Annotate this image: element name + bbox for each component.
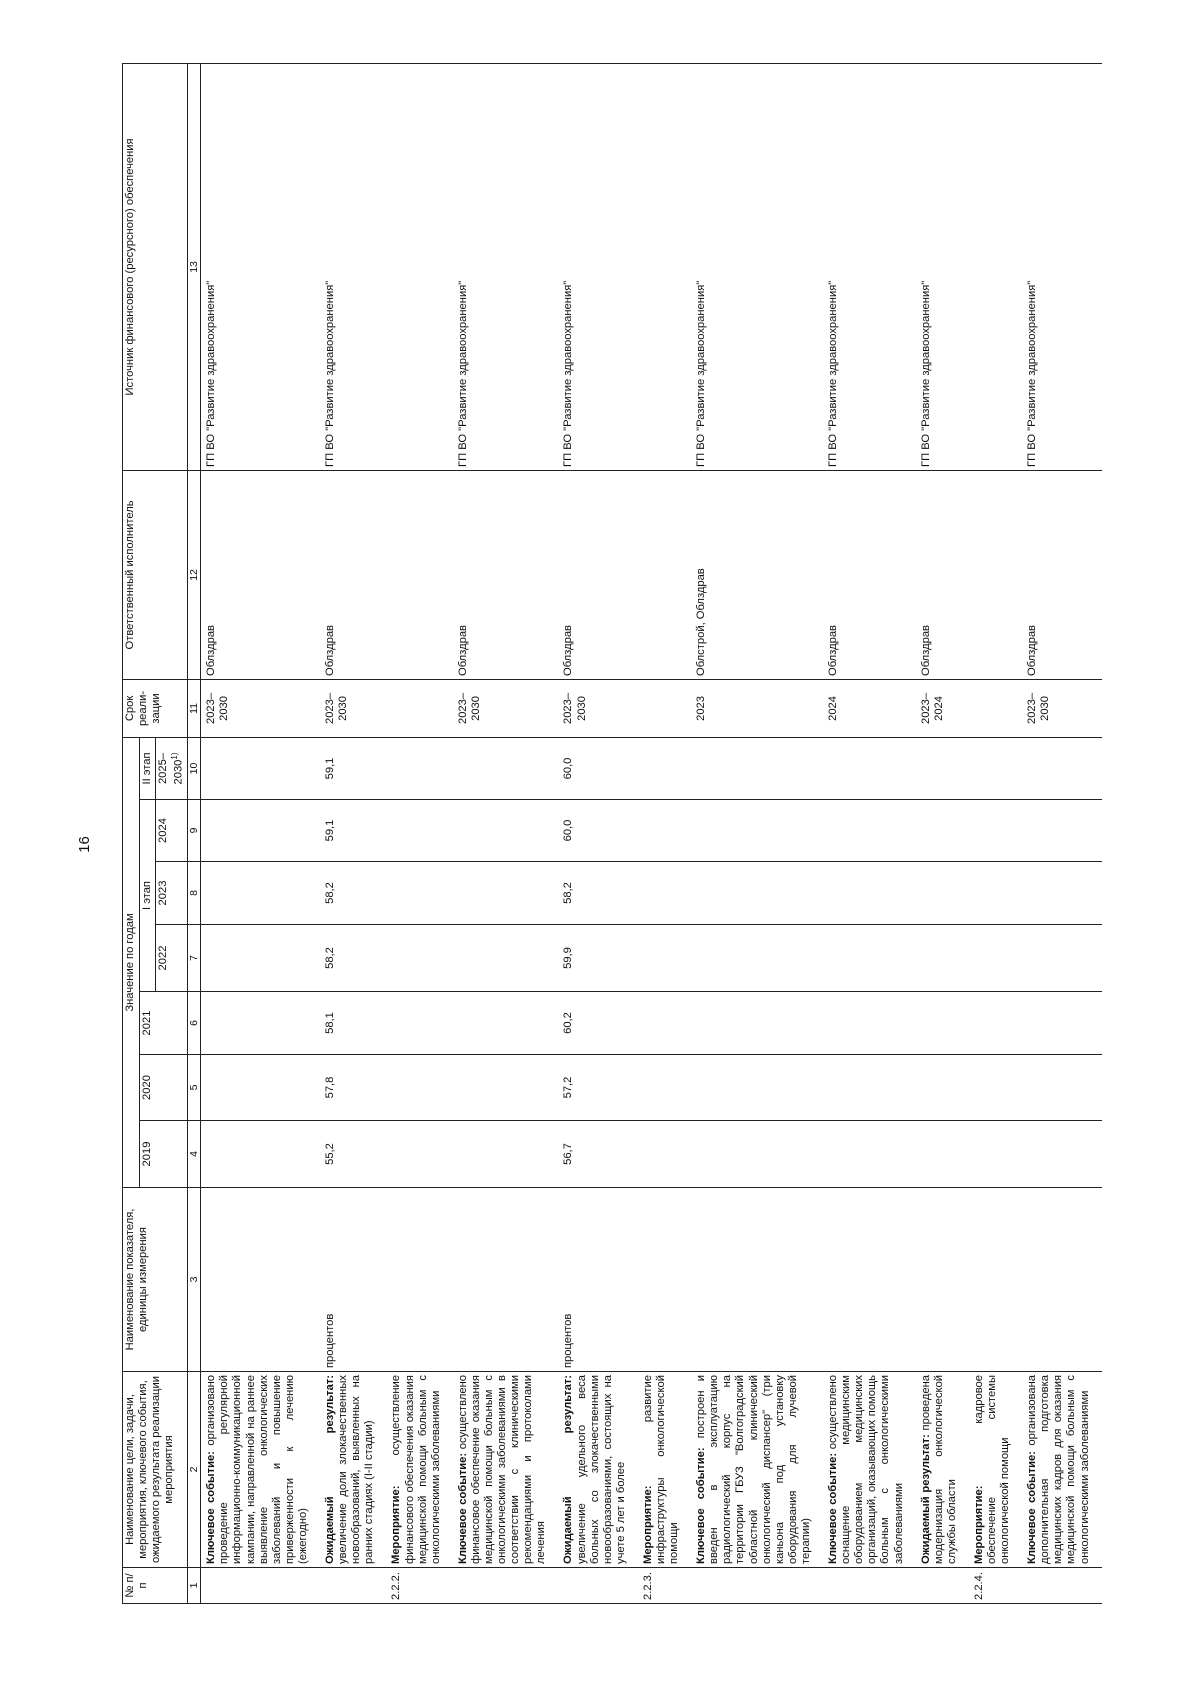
row-keyword: Ключевое событие: (695, 1447, 708, 1564)
funding-source: ГП ВО "Развитие здравоохранения" (320, 63, 386, 470)
value-2021 (691, 992, 823, 1055)
table-row (1022, 63, 1101, 1603)
row-text: увеличение доли злокачественных новообразований, выявленных на ранних стадиях (I-II стадии) (337, 1375, 376, 1564)
header-year-2019: 2019 (140, 1121, 188, 1188)
value-2020: 57,2 (558, 1055, 637, 1121)
implementation-period (638, 679, 691, 737)
value-2024 (823, 800, 916, 862)
responsible-executor (969, 470, 1022, 679)
header-period: Срок реали-зации (123, 679, 188, 737)
value-2020 (691, 1055, 823, 1121)
implementation-period (969, 679, 1022, 737)
funding-source (638, 63, 691, 470)
funding-source: ГП ВО "Развитие здравоохранения" (823, 63, 916, 470)
value-2024 (386, 800, 452, 862)
row-keyword: Ожидаемый результат: (324, 1375, 337, 1564)
responsible-executor: Облстрой, Облздрав (691, 470, 823, 679)
value-2020 (201, 1055, 320, 1121)
column-number: 12 (188, 470, 201, 679)
header-executor: Ответственный исполнитель (123, 470, 188, 679)
responsible-executor: Облздрав (823, 470, 916, 679)
value-2024: 60,0 (558, 800, 637, 862)
funding-source: ГП ВО "Развитие здравоохранения" (1022, 63, 1101, 470)
header-year-2023: 2023 (156, 862, 188, 925)
value-2020 (823, 1055, 916, 1121)
value-2023 (1022, 862, 1101, 925)
value-2020 (916, 1055, 969, 1121)
row-description (916, 1372, 969, 1568)
responsible-executor: Облздрав (453, 470, 559, 679)
row-description (201, 1372, 320, 1568)
header-num: № п/п (123, 1568, 188, 1604)
column-number: 7 (188, 925, 201, 992)
column-number: 2 (188, 1372, 201, 1568)
indicator-unit (1022, 1188, 1101, 1372)
value-2021 (201, 992, 320, 1055)
responsible-executor: Облздрав (558, 470, 637, 679)
header-year-2021: 2021 (140, 992, 188, 1055)
value-2021 (453, 992, 559, 1055)
row-keyword: Ключевое событие: (827, 1452, 840, 1564)
header-stage-1: I этап (140, 800, 156, 992)
row-description (558, 1372, 637, 1568)
plan-table (122, 63, 1102, 1604)
funding-source: ГП ВО "Развитие здравоохранения" (916, 63, 969, 470)
value-2023 (201, 862, 320, 925)
row-description (823, 1372, 916, 1568)
row-keyword: Ожидаемый результат: (562, 1375, 575, 1564)
indicator-unit: процентов (558, 1188, 637, 1372)
indicator-unit (823, 1188, 916, 1372)
indicator-unit (969, 1188, 1022, 1372)
value-2023 (969, 862, 1022, 925)
value-2019: 55,2 (320, 1121, 386, 1188)
table-row (386, 63, 452, 1603)
value-2023 (638, 862, 691, 925)
row-text: осуществлено финансовое обеспечение оказания медицинской помощи больным с онкологическими заболеваниями в соответствии с клиническими рекомендациями и протоколами лечения (456, 1375, 548, 1564)
row-keyword: Мероприятие: (972, 1485, 985, 1564)
table-row (969, 63, 1022, 1603)
table-row (916, 63, 969, 1603)
value-2023 (823, 862, 916, 925)
value-2019 (823, 1121, 916, 1188)
value-2025-2030: 59,1 (320, 737, 386, 799)
value-2022: 59,9 (558, 925, 637, 992)
value-2023 (691, 862, 823, 925)
responsible-executor: Облздрав (916, 470, 969, 679)
row-number: 2.2.4. (969, 1568, 1022, 1604)
indicator-unit (453, 1188, 559, 1372)
column-number: 5 (188, 1055, 201, 1121)
table-row (691, 63, 823, 1603)
funding-source (969, 63, 1022, 470)
row-number (453, 1568, 559, 1604)
header-year-2022: 2022 (156, 925, 188, 992)
value-2022 (1022, 925, 1101, 992)
value-2019 (386, 1121, 452, 1188)
row-text: осуществление финансового обеспечения оказания медицинской помощи больным с онкологическими заболеваниями (390, 1375, 442, 1564)
row-description (638, 1372, 691, 1568)
rotated-table-container (122, 64, 1136, 1604)
row-number (691, 1568, 823, 1604)
value-2025-2030 (201, 737, 320, 799)
value-2019 (691, 1121, 823, 1188)
row-text: построен и введен в эксплуатацию радиологический корпус на территории ГБУЗ "Волгоградский областной клинический онкологический диспансер" (три каньона под установку оборудования для лучевой терапии) (695, 1375, 812, 1564)
column-number: 10 (188, 737, 201, 799)
column-number: 9 (188, 800, 201, 862)
value-2020 (386, 1055, 452, 1121)
header-name: Наименование цели, задачи, мероприятия, ключевого события, ожидаемого результата реализации мероприятия (123, 1372, 188, 1568)
value-2025-2030: 60,0 (558, 737, 637, 799)
value-2025-2030 (823, 737, 916, 799)
implementation-period: 2023 (691, 679, 823, 737)
value-2024 (453, 800, 559, 862)
value-2025-2030 (916, 737, 969, 799)
row-number (558, 1568, 637, 1604)
row-text: осуществлено оснащение медицинским оборудованием медицинских организаций, оказывающих помощь больным с онкологическими заболеваниями (827, 1375, 905, 1564)
funding-source: ГП ВО "Развитие здравоохранения" (453, 63, 559, 470)
responsible-executor (386, 470, 452, 679)
value-2022 (916, 925, 969, 992)
row-text: увеличение удельного веса больных со злокачественными новообразованиями, состоящих на учете 5 лет и более (575, 1375, 627, 1564)
value-2024: 59,1 (320, 800, 386, 862)
page-number: 16 (75, 836, 93, 853)
indicator-unit: процентов (320, 1188, 386, 1372)
value-2020: 57,8 (320, 1055, 386, 1121)
column-number: 4 (188, 1121, 201, 1188)
header-values-by-year: Значение по годам (123, 737, 140, 1187)
row-number (320, 1568, 386, 1604)
row-text: организовано проведение регулярной информационно-коммуникационной кампании, направленной на раннее выявление онкологических заболеваний и повышение приверженности к лечению (ежегодно) (205, 1374, 309, 1564)
row-text: развитие инфраструктуры онкологической помощи (641, 1375, 681, 1564)
responsible-executor: Облздрав (1022, 470, 1101, 679)
funding-source: ГП ВО "Развитие здравоохранения" (558, 63, 637, 470)
value-2020 (453, 1055, 559, 1121)
column-number: 3 (188, 1188, 201, 1372)
row-keyword: Ключевое событие: (205, 1451, 218, 1564)
value-2025-2030 (386, 737, 452, 799)
row-text: кадровое обеспечение системы онкологической помощи (972, 1375, 1012, 1564)
value-2020 (638, 1055, 691, 1121)
indicator-unit (638, 1188, 691, 1372)
implementation-period: 2024 (823, 679, 916, 737)
funding-source (386, 63, 452, 470)
value-2024 (638, 800, 691, 862)
table-row (558, 63, 637, 1603)
implementation-period: 2023–2024 (916, 679, 969, 737)
value-2020 (1022, 1055, 1101, 1121)
value-2023 (386, 862, 452, 925)
column-number: 1 (188, 1568, 201, 1604)
value-2019 (453, 1121, 559, 1188)
value-2023: 58,2 (320, 862, 386, 925)
value-2024 (916, 800, 969, 862)
header-year-2024: 2024 (156, 800, 188, 862)
indicator-unit (691, 1188, 823, 1372)
row-number (201, 1568, 320, 1604)
value-2019 (201, 1121, 320, 1188)
row-description (453, 1372, 559, 1568)
row-number: 2.2.2. (386, 1568, 452, 1604)
value-2025-2030 (1022, 737, 1101, 799)
row-description (320, 1372, 386, 1568)
value-2021 (386, 992, 452, 1055)
value-2025-2030 (453, 737, 559, 799)
value-2022 (453, 925, 559, 992)
value-2022 (691, 925, 823, 992)
value-2022 (638, 925, 691, 992)
row-description (691, 1372, 823, 1568)
implementation-period: 2023–2030 (558, 679, 637, 737)
table-body (201, 63, 1102, 1603)
row-keyword: Ожидаемый результат: (919, 1434, 932, 1564)
header-stage-2: II этап (140, 737, 156, 799)
column-number: 6 (188, 992, 201, 1055)
column-number: 13 (188, 63, 201, 470)
column-number: 8 (188, 862, 201, 925)
value-2019 (638, 1121, 691, 1188)
responsible-executor: Облздрав (320, 470, 386, 679)
value-2019 (969, 1121, 1022, 1188)
row-number (916, 1568, 969, 1604)
value-2024 (1022, 800, 1101, 862)
value-2019 (916, 1121, 969, 1188)
row-number (823, 1568, 916, 1604)
header-year-2025-2030: 2025–2030$^{1)}$ (156, 737, 188, 799)
value-2021: 60,2 (558, 992, 637, 1055)
value-2022 (969, 925, 1022, 992)
table-row (823, 63, 916, 1603)
value-2023 (453, 862, 559, 925)
implementation-period: 2023–2030 (1022, 679, 1101, 737)
row-keyword: Мероприятие: (390, 1485, 403, 1564)
header-year-2020: 2020 (140, 1055, 188, 1121)
value-2022: 58,2 (320, 925, 386, 992)
row-keyword: Ключевое событие: (1026, 1451, 1039, 1564)
value-2024 (691, 800, 823, 862)
value-2024 (969, 800, 1022, 862)
value-2020 (969, 1055, 1022, 1121)
value-2025-2030 (638, 737, 691, 799)
value-2022 (201, 925, 320, 992)
value-2023 (916, 862, 969, 925)
value-2025-2030 (691, 737, 823, 799)
table-row (453, 63, 559, 1603)
row-description (969, 1372, 1022, 1568)
row-text: организована дополнительная подготовка медицинских кадров для оказания медицинской помощи больным с онкологическими заболеваниями (1026, 1374, 1091, 1564)
value-2022 (823, 925, 916, 992)
table-row (320, 63, 386, 1603)
implementation-period: 2023–2030 (201, 679, 320, 737)
value-2021 (823, 992, 916, 1055)
indicator-unit (386, 1188, 452, 1372)
column-number: 11 (188, 679, 201, 737)
value-2022 (386, 925, 452, 992)
responsible-executor (638, 470, 691, 679)
value-2019: 56,7 (558, 1121, 637, 1188)
value-2021 (638, 992, 691, 1055)
row-description (1022, 1372, 1101, 1568)
value-2021 (1022, 992, 1101, 1055)
row-keyword: Ключевое событие: (456, 1452, 469, 1564)
row-number (1022, 1568, 1101, 1604)
table-row (638, 63, 691, 1603)
implementation-period: 2023–2030 (320, 679, 386, 737)
table-row (201, 63, 320, 1603)
implementation-period: 2023–2030 (453, 679, 559, 737)
funding-source: ГП ВО "Развитие здравоохранения" (691, 63, 823, 470)
responsible-executor: Облздрав (201, 470, 320, 679)
row-number: 2.2.3. (638, 1568, 691, 1604)
value-2021 (969, 992, 1022, 1055)
column-number-row (188, 63, 201, 1603)
value-2019 (1022, 1121, 1101, 1188)
indicator-unit (916, 1188, 969, 1372)
value-2023: 58,2 (558, 862, 637, 925)
row-description (386, 1372, 452, 1568)
value-2024 (201, 800, 320, 862)
header-source: Источник финансового (ресурсного) обеспечения (123, 63, 188, 470)
header-indicator: Наименование показателя, единицы измерения (123, 1188, 188, 1372)
value-2025-2030 (969, 737, 1022, 799)
row-text: проведена модернизация онкологической службы области (919, 1375, 958, 1564)
value-2021: 58,1 (320, 992, 386, 1055)
indicator-unit (201, 1188, 320, 1372)
implementation-period (386, 679, 452, 737)
value-2021 (916, 992, 969, 1055)
row-keyword: Мероприятие: (641, 1485, 654, 1564)
funding-source: ГП ВО "Развитие здравоохранения" (201, 63, 320, 470)
